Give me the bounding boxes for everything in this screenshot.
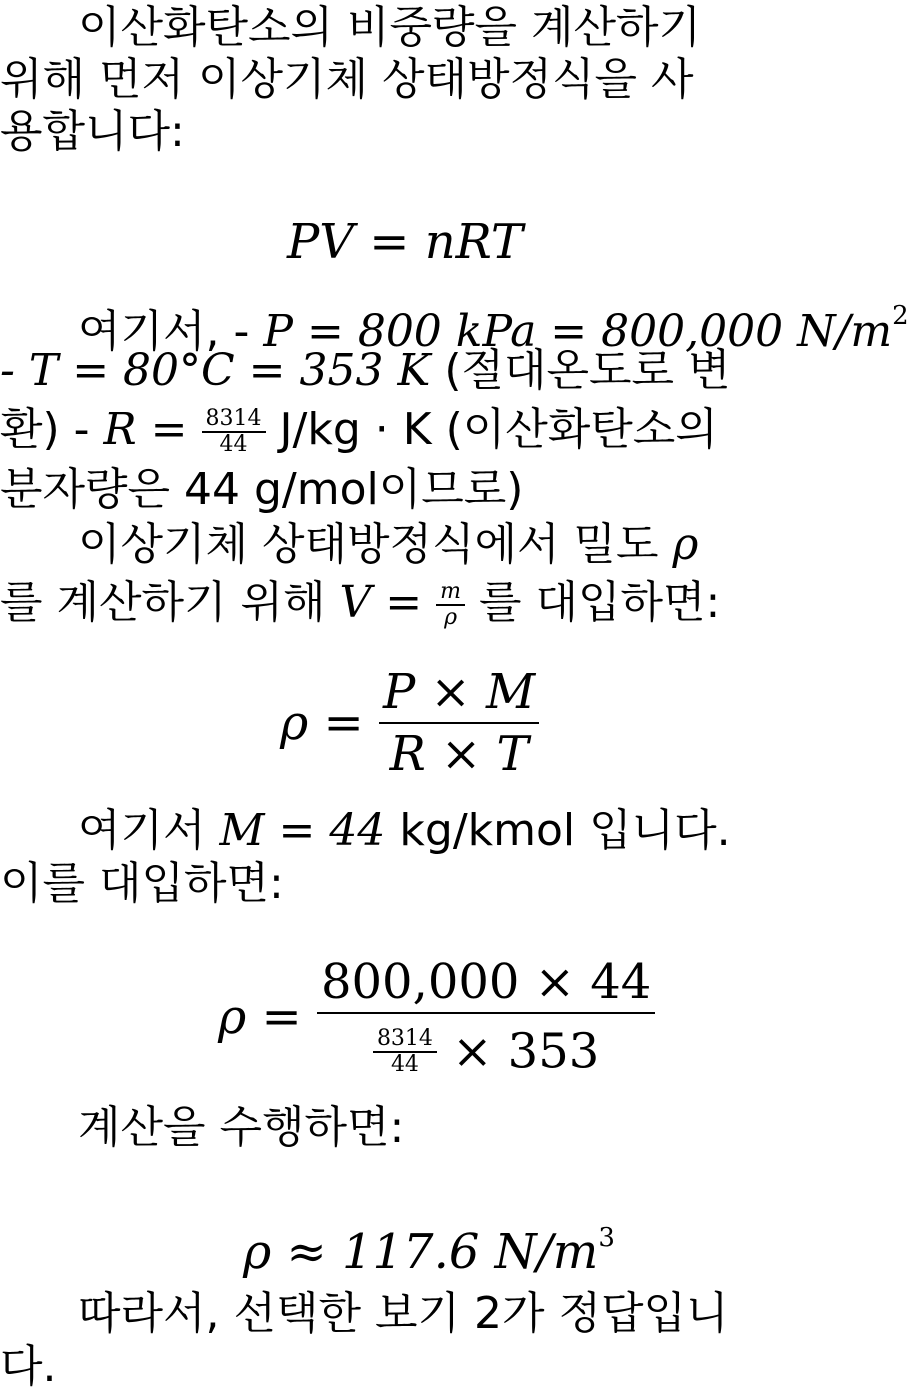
gas-constant-denominator: 44 <box>219 432 248 457</box>
paragraph-given-line-4: 분자량은 44 g/mol이므로) <box>0 464 524 515</box>
pressure-value: P = 800 kPa = 800,000 N/m <box>263 306 893 357</box>
gas-constant-note: (이산화탄소의 <box>445 404 718 455</box>
pressure-unit-exponent: 2 <box>892 301 909 331</box>
temperature-value: - T = 80°C = 353 K <box>0 345 431 396</box>
substituted-denominator-rest: × 353 <box>452 1023 600 1080</box>
gas-constant-numerator: 8314 <box>202 407 266 433</box>
gas-constant-unit: J/kg · K <box>279 404 432 455</box>
paragraph-conclusion-line-2: 다. <box>0 1341 57 1392</box>
given-label: 여기서, - <box>78 306 250 357</box>
paragraph-conclusion-line-1: 따라서, 선택한 보기 2가 정답입니 <box>78 1288 729 1339</box>
equation-substituted <box>218 952 655 1082</box>
substituted-inner-denominator: 44 <box>390 1051 419 1077</box>
equation-result <box>243 1208 615 1282</box>
substituted-inner-numerator: 8314 <box>373 1027 437 1053</box>
result-value: ρ ≈ 117.6 N/m <box>243 1224 599 1280</box>
gas-constant-fraction <box>202 407 266 457</box>
given-label-2: 환) - <box>0 404 90 455</box>
paragraph-given-line-3 <box>0 398 718 462</box>
equation-density-formula <box>280 662 539 784</box>
density-intro-text: 이상기체 상태방정식에서 밀도 <box>78 519 659 570</box>
density-lhs: ρ = <box>280 695 364 751</box>
substituted-fraction <box>317 952 655 1082</box>
equation-ideal-gas: PV = nRT <box>287 214 523 270</box>
result-unit-exponent: 3 <box>598 1223 615 1253</box>
density-symbol: ρ <box>672 519 699 570</box>
temperature-note: (절대온도로 변 <box>444 345 731 396</box>
molar-mass-unit: kg/kmol 입니다. <box>399 805 731 856</box>
substituted-denominator <box>317 1014 655 1082</box>
density-text-a: 를 계산하기 위해 <box>0 577 326 628</box>
paragraph-intro-line-1: 이산화탄소의 비중량을 계산하기 <box>78 2 702 53</box>
paragraph-molar-mass-line-2: 이를 대입하면: <box>0 858 284 909</box>
molar-mass-value: M = 44 <box>219 805 386 856</box>
paragraph-density-line-1 <box>78 517 698 573</box>
density-text-b: 를 대입하면: <box>479 577 721 628</box>
density-formula-fraction <box>379 662 539 784</box>
paragraph-intro-line-2: 위해 먼저 이상기체 상태방정식을 사 <box>0 54 694 105</box>
paragraph-molar-mass-line-1 <box>78 803 731 859</box>
volume-fraction <box>436 580 465 630</box>
volume-symbol: V = <box>339 577 423 628</box>
gas-constant-symbol: R = <box>103 404 188 455</box>
volume-denominator: ρ <box>444 605 458 630</box>
volume-numerator: m <box>436 580 465 606</box>
paragraph-intro-line-3: 용합니다: <box>0 106 185 157</box>
molar-mass-text-a: 여기서 <box>78 805 206 856</box>
paragraph-density-line-2 <box>0 570 720 636</box>
density-formula-denominator: R × T <box>389 726 529 782</box>
substituted-lhs: ρ = <box>218 988 302 1045</box>
paragraph-given-line-2 <box>0 343 731 399</box>
substituted-inner-fraction <box>373 1027 437 1077</box>
paragraph-calc-line-1: 계산을 수행하면: <box>78 1102 405 1153</box>
substituted-numerator: 800,000 × 44 <box>317 952 655 1014</box>
density-formula-numerator: P × M <box>379 662 539 724</box>
